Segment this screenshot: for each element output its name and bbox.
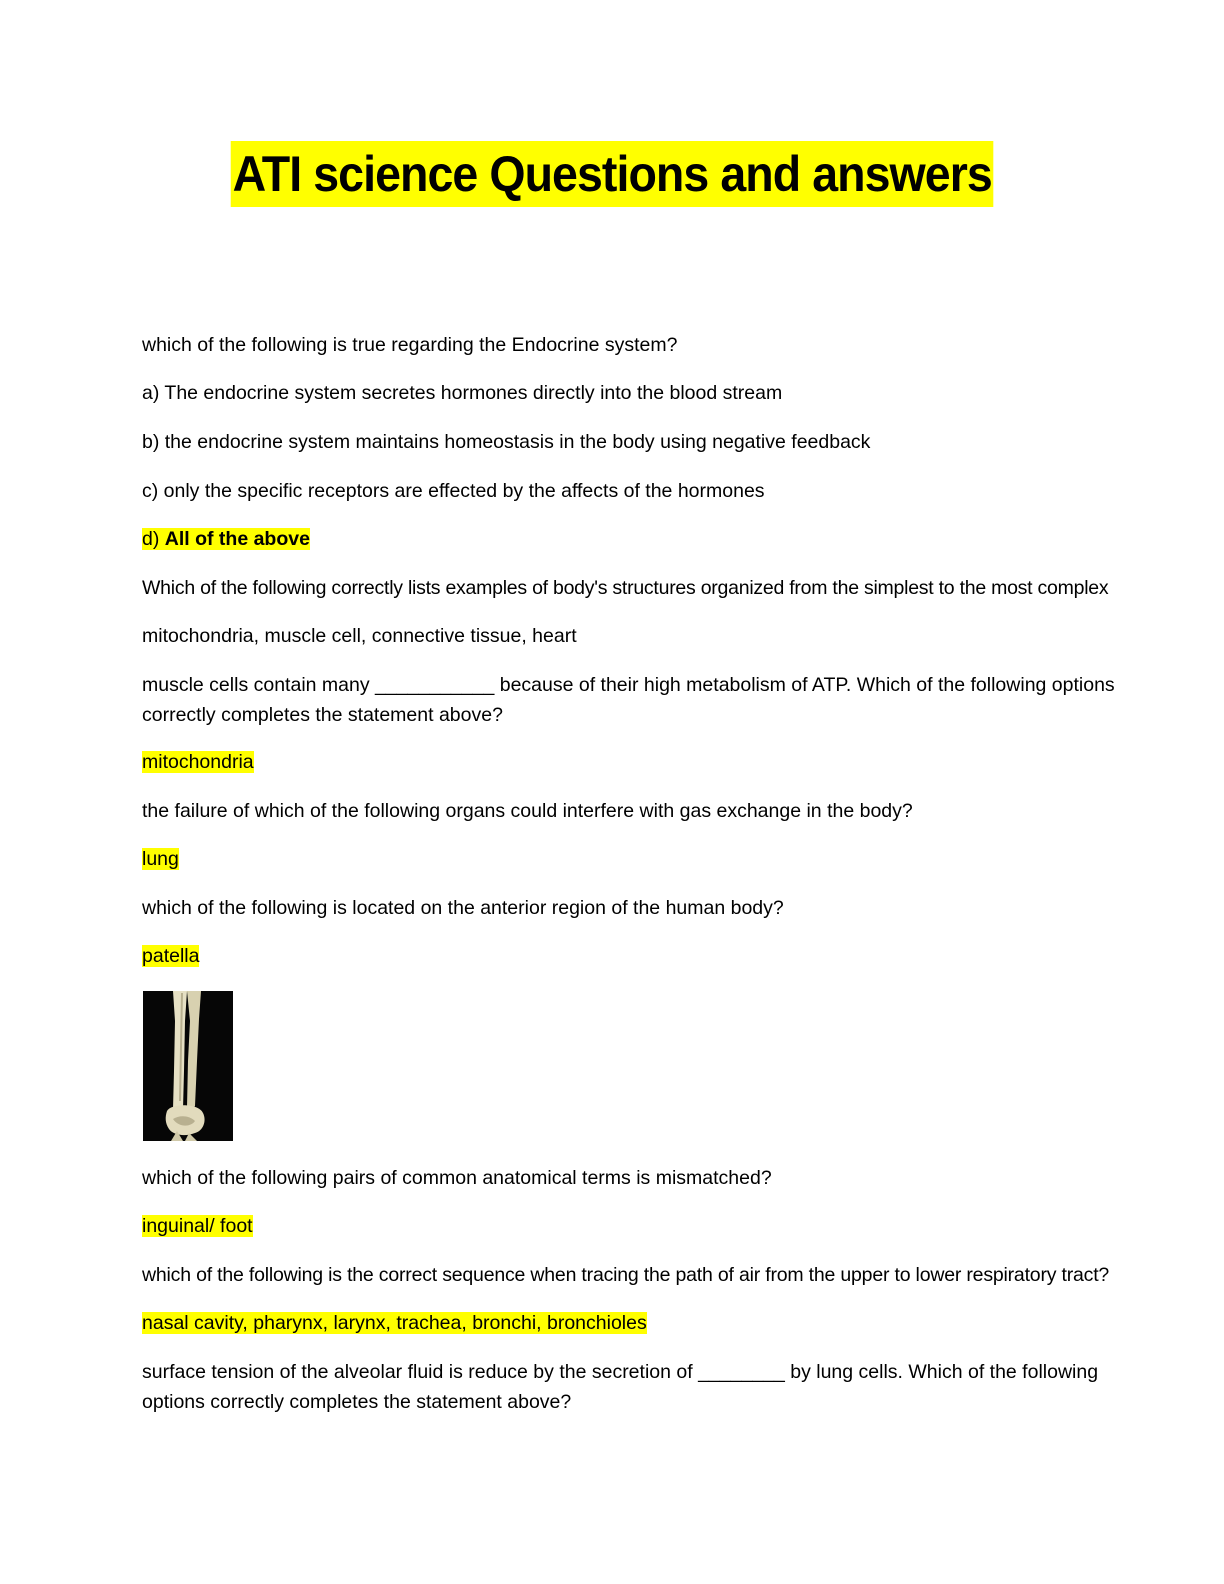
leg-bones-icon [143,991,233,1141]
answer-respiratory-text: nasal cavity, pharynx, larynx, trachea, bronchi, bronchioles [142,1312,647,1334]
question-structures: Which of the following correctly lists examples of body's structures organized from the simplest to the most complex [142,577,1109,599]
leg-bones-image [143,991,233,1141]
option-d-prefix: d) [142,528,165,550]
question-muscle-cells: muscle cells contain many ___________ because of their high metabolism of ATP. Which of the following options correctly completes the statement above? [142,674,1115,726]
answer-anterior [142,941,1072,971]
answer-gas-exchange-text: lung [142,848,179,870]
title-container [0,141,1224,207]
answer-anterior-text: patella [142,945,200,967]
option-b: b) the endocrine system maintains homeostasis in the body using negative feedback [142,431,871,453]
question-endocrine: which of the following is true regarding the Endocrine system? [142,334,678,356]
answer-muscle-cells-text: mitochondria [142,751,254,773]
option-d-answer: All of the above [164,528,310,550]
option-d [142,524,1072,554]
answer-mismatched [142,1211,1072,1241]
option-c: c) only the specific receptors are effected by the affects of the hormones [142,480,765,502]
option-a: a) The endocrine system secretes hormones directly into the blood stream [142,382,783,404]
question-anterior: which of the following is located on the anterior region of the human body? [142,897,784,919]
document-title: ATI science Questions and answers [231,141,994,207]
answer-structures: mitochondria, muscle cell, connective tissue, heart [142,625,577,647]
answer-muscle-cells [142,747,1072,777]
answer-mismatched-text: inguinal/ foot [142,1215,253,1237]
question-mismatched: which of the following pairs of common anatomical terms is mismatched? [142,1167,772,1189]
question-surface-tension: surface tension of the alveolar fluid is reduce by the secretion of ________ by lung cells. Which of the following options correctly completes the statement above? [142,1361,1099,1413]
question-gas-exchange: the failure of which of the following organs could interfere with gas exchange in the body? [142,800,913,822]
answer-respiratory [142,1308,1072,1338]
question-respiratory: which of the following is the correct sequence when tracing the path of air from the upper to lower respiratory tract? [142,1264,1110,1286]
answer-gas-exchange [142,844,1072,874]
